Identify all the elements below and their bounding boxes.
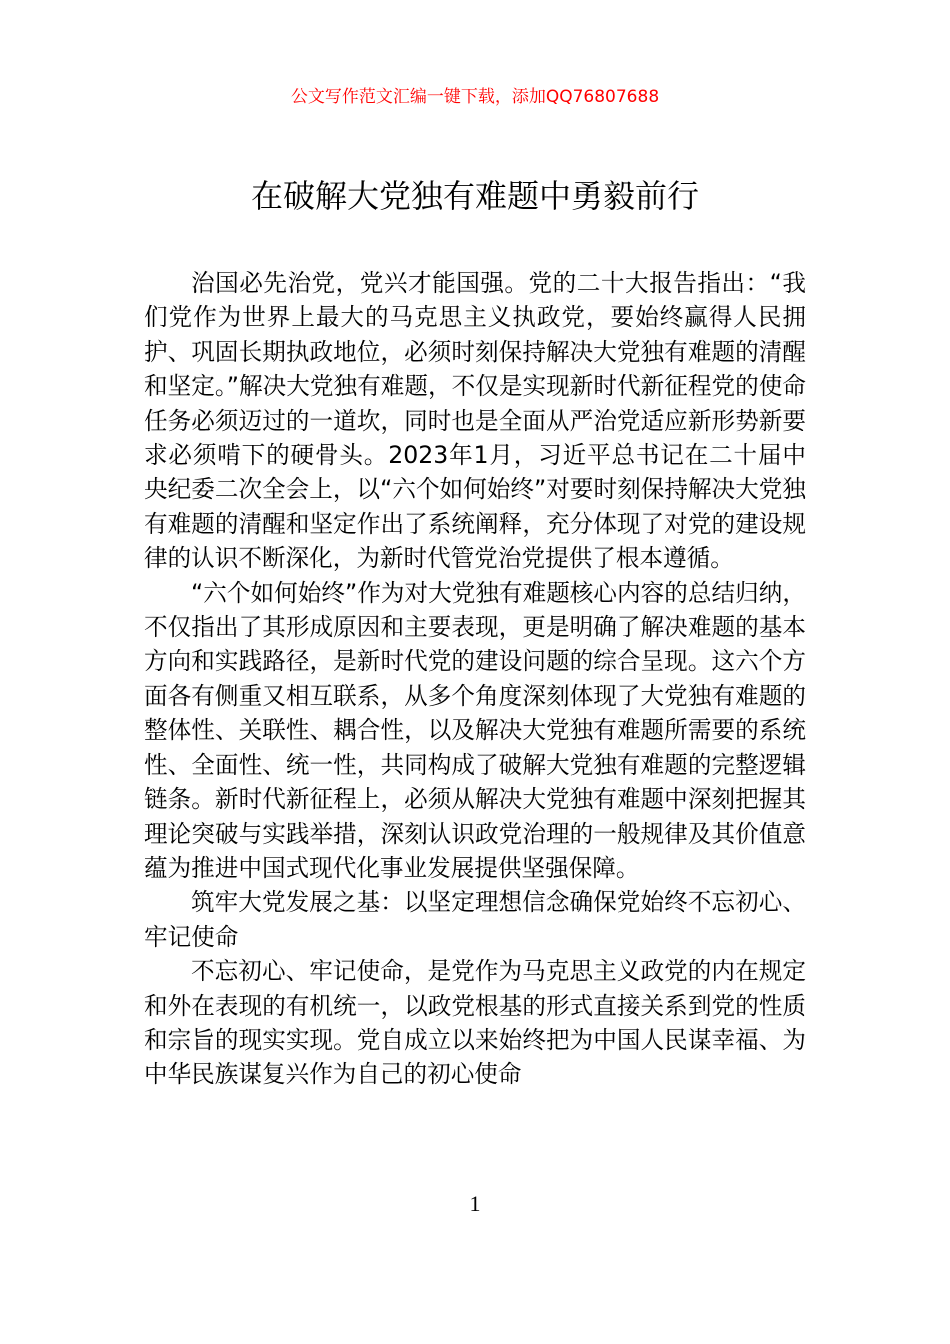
paragraph-original-mission: 不忘初心、牢记使命，是党作为马克思主义政党的内在规定和外在表现的有机统一，以政党根基的形式直接关系到党的性质和宗旨的现实实现。党自成立以来始终把为中国人民谋幸福、为中华民族谋复兴作为自己的初心使命 <box>144 957 806 1089</box>
document-title: 在破解大党独有难题中勇毅前行 <box>250 177 699 215</box>
paragraph-intro: 治国必先治党，党兴才能国强。党的二十大报告指出：“我们党作为世界上最大的马克思主义执政党，要始终赢得人民拥护、巩固长期执政地位，必须时刻保持解决大党独有难题的清醒和坚定。”解决大党独有难题，不仅是实现新时代新征程党的使命任务必须迈过的一道坎，同时也是全面从严治党适应新形势新要求必须啃下的硬骨头。2023年1月，习近平总书记在二十届中央纪委二次全会上，以“六个如何始终”对要时刻保持解决大党独有难题的清醒和坚定作出了系统阐释，充分体现了对党的建设规律的认识不断深化，为新时代管党治党提供了根本遵循。 <box>144 269 806 573</box>
section-heading: 筑牢大党发展之基：以坚定理想信念确保党始终不忘初心、牢记使命 <box>144 888 806 951</box>
page-number: 1 <box>469 1191 481 1216</box>
document-body <box>144 266 806 1092</box>
header-note: 公文写作范文汇编一键下载，添加QQ76807688 <box>290 87 660 107</box>
paragraph-six-questions: “六个如何始终”作为对大党独有难题核心内容的总结归纳，不仅指出了其形成原因和主要表现，更是明确了解决难题的基本方向和实践路径，是新时代党的建设问题的综合呈现。这六个方面各有侧重又相互联系，从多个角度深刻体现了大党独有难题的整体性、关联性、耦合性，以及解决大党独有难题所需要的系统性、全面性、统一性，共同构成了破解大党独有难题的完整逻辑链条。新时代新征程上，必须从解决大党独有难题中深刻把握其理论突破与实践举措，深刻认识政党治理的一般规律及其价值意蕴为推进中国式现代化事业发展提供坚强保障。 <box>144 578 806 882</box>
